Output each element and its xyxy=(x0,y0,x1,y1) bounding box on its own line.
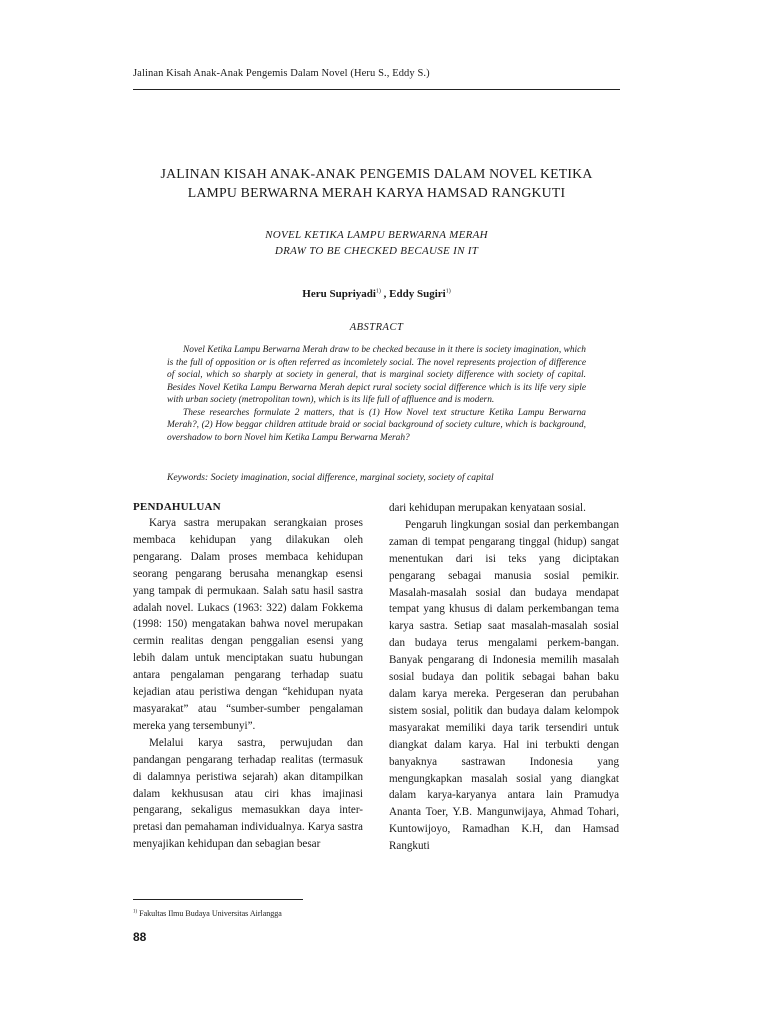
footnote-rule xyxy=(133,899,303,900)
title-line-1: JALINAN KISAH ANAK-ANAK PENGEMIS DALAM NOVEL KETIKA xyxy=(160,166,593,181)
author-separator: , xyxy=(380,288,390,300)
title-line-2: LAMPU BERWARNA MERAH KARYA HAMSAD RANGKUTI xyxy=(187,185,566,200)
abstract-paragraph-1: Novel Ketika Lampu Berwarna Merah draw to be checked because in it there is society imagination, which is the full of opposition or is often referred as incomletely social. The novel represents projection of difference of social, which so sharply at society in general, that is marginal society difference with society of capital. Besides Novel Ketika Lampu Berwarna Merah depict rural society social difference which is its life very siple with urban society (metropolitan town), which is its life full of affluence and is modern. xyxy=(167,345,586,405)
author-2: Eddy Sugiri xyxy=(389,288,446,300)
body-paragraph: Karya sastra merupakan serangkaian proses membaca kehidupan yang dilakukan oleh pengarang. Dalam proses membaca kehidupan seorang pengarang berusaha menangkap esensi yang tampak di permukaan. Salah satu hasil sastra adalah novel. Lukacs (1963: 322) dalam Fokkema (1998: 150) mengatakan bahwa novel merupakan cermin realitas dengan penggalian esensi yang lebih dalam untuk menciptakan suatu hubungan antara pengalaman pengarang terhadap suatu kejadian atau peristiwa dengan “kehidupan nyata masyarakat” atau “sumber-sumber pengalaman mereka yang tersembunyi”. xyxy=(133,517,363,732)
abstract-heading: ABSTRACT xyxy=(349,322,404,333)
abstract-paragraph-2: These researches formulate 2 matters, that is (1) How Novel text structure Ketika Lampu Berwarna Merah?, (2) How beggar children attitude braid or social background of society culture, which is background, overshadow to born Novel him Ketika Lampu Berwarna Merah? xyxy=(167,407,586,443)
subtitle-line-1: NOVEL KETIKA LAMPU BERWARNA MERAH xyxy=(265,229,488,241)
keywords: Keywords: Society imagination, social difference, marginal society, society of capital xyxy=(167,472,494,483)
article-subtitle xyxy=(133,228,620,259)
footnote-mark: 1) xyxy=(133,909,138,915)
abstract-body xyxy=(167,344,586,444)
running-head: Jalinan Kisah Anak-Anak Pengemis Dalam Novel (Heru S., Eddy S.) xyxy=(133,68,430,79)
header-rule xyxy=(133,89,620,90)
author-1: Heru Supriyadi xyxy=(302,288,376,300)
body-paragraph: Pengaruh lingkungan sosial dan perkembangan zaman di tempat pengarang tinggal (hidup) sangat menentukan dari isi teks yang diciptakan pengarang sebagai manusia sosial pemikir. Masalah-masalah sosial dan budaya mendapat tempat yang khusus di dalam perkembangan tema karya sastra. Setiap saat masalah-masalah sosial dan budaya terus mengalami perkem-bangan. Banyak pengarang di Indonesia memilih masalah sosial budaya dan politik sebagai bahan baku dalam karya mereka. Pergeseran dan perubahan sistem sosial, politik dan budaya dalam kelompok masyarakat memiliki daya tarik tersendiri untuk diangkat dalam karya. Hal ini terbukti dengan banyaknya sastrawan Indonesia yang mengungkapkan masalah sosial yang diangkat dalam karya-karyanya antara lain Pramudya Ananta Toer, Y.B. Mangunwijaya, Ahmad Tohari, Kuntowijoyo, Ramadhan K.H, dan Hamsad Rangkuti xyxy=(389,518,619,853)
page-number: 88 xyxy=(133,930,147,944)
footnote xyxy=(133,909,282,918)
body-paragraph: Melalui karya sastra, perwujudan dan pandangan pengarang terhadap realitas (termasuk di dalamnya peristiwa sejarah) akan ditampilkan dalam kekhususan atau ciri khas imajinasi pengarang, sekaligus memasukkan daya inter-pretasi dan pemahaman individualnya. Karya sastra menyajikan kehidupan dan sebagian besar xyxy=(133,736,363,851)
right-column xyxy=(389,500,619,855)
footnote-text: Fakultas Ilmu Budaya Universitas Airlangga xyxy=(139,909,282,918)
body-paragraph: dari kehidupan merupakan kenyataan sosial. xyxy=(389,502,586,514)
author-2-affiliation-mark: 1) xyxy=(445,288,451,295)
section-heading: PENDAHULUAN xyxy=(133,501,221,513)
author-line xyxy=(133,288,620,300)
subtitle-line-2: DRAW TO BE CHECKED BECAUSE IN IT xyxy=(274,244,479,257)
author-1-affiliation-mark: 1) xyxy=(375,288,381,295)
article-title xyxy=(133,164,620,202)
left-column xyxy=(133,500,363,853)
